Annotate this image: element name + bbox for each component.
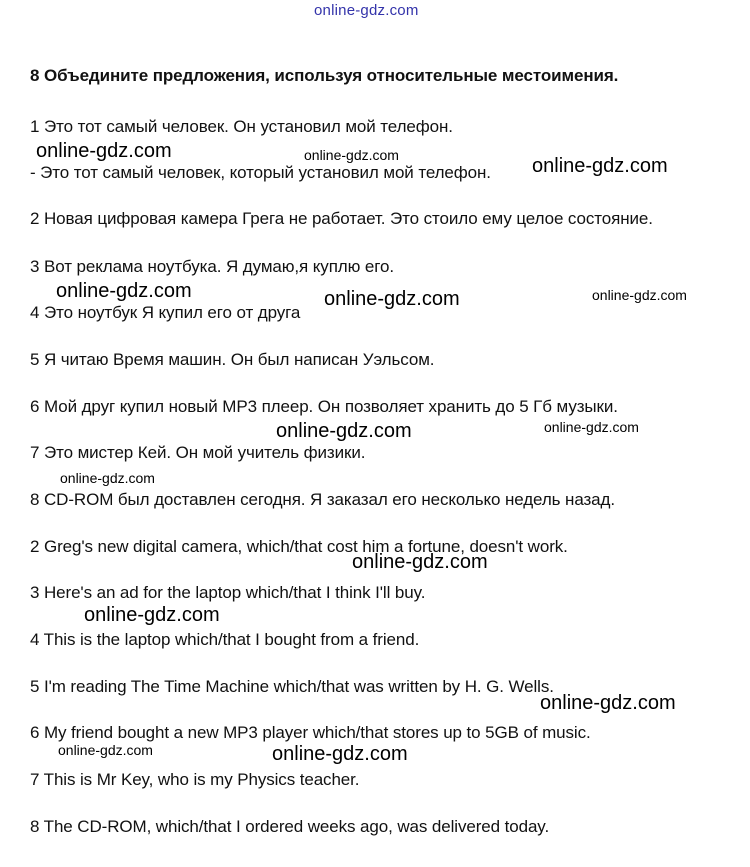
watermark: online-gdz.com: [276, 420, 412, 442]
watermark: online-gdz.com: [540, 692, 676, 714]
watermark: online-gdz.com: [352, 551, 488, 573]
watermark: online-gdz.com: [592, 287, 687, 303]
ru-sentence-8: 8 CD-ROM был доставлен сегодня. Я заказал его несколько недель назад.: [30, 490, 615, 509]
en-answer-4: 4 This is the laptop which/that I bought from a friend.: [30, 630, 420, 649]
ru-sentence-4: 4 Это ноутбук Я купил его от друга: [30, 303, 301, 322]
en-answer-7: 7 This is Mr Key, who is my Physics teacher.: [30, 770, 360, 789]
watermark: online-gdz.com: [84, 604, 220, 626]
ru-sentence-2: 2 Новая цифровая камера Грега не работает. Это стоило ему целое состояние.: [30, 209, 653, 228]
ru-sentence-3: 3 Вот реклама ноутбука. Я думаю,я куплю его.: [30, 257, 394, 276]
ru-sentence-6: 6 Мой друг купил новый MP3 плеер. Он позволяет хранить до 5 Гб музыки.: [30, 397, 618, 416]
watermark: online-gdz.com: [544, 419, 639, 435]
exercise-heading: 8 Объедините предложения, используя относительные местоимения.: [30, 66, 619, 85]
ru-sentence-5: 5 Я читаю Время машин. Он был написан Уэльсом.: [30, 350, 435, 369]
ru-sentence-7: 7 Это мистер Кей. Он мой учитель физики.: [30, 443, 366, 462]
watermark-top: online-gdz.com: [314, 2, 419, 19]
watermark: online-gdz.com: [272, 743, 408, 765]
ru-sentence-1-answer: - Это тот самый человек, который установил мой телефон.: [30, 163, 491, 182]
en-answer-6: 6 My friend bought a new MP3 player which/that stores up to 5GB of music.: [30, 723, 591, 742]
en-answer-3: 3 Here's an ad for the laptop which/that I think I'll buy.: [30, 583, 426, 602]
watermark: online-gdz.com: [532, 155, 668, 177]
en-answer-2: 2 Greg's new digital camera, which/that cost him a fortune, doesn't work.: [30, 537, 568, 556]
ru-sentence-1: 1 Это тот самый человек. Он установил мой телефон.: [30, 117, 453, 136]
watermark: online-gdz.com: [58, 742, 153, 758]
watermark: online-gdz.com: [324, 288, 460, 310]
watermark: online-gdz.com: [56, 280, 192, 302]
watermark: online-gdz.com: [36, 140, 172, 162]
watermark: online-gdz.com: [304, 147, 399, 163]
watermark: online-gdz.com: [60, 470, 155, 486]
en-answer-5: 5 I'm reading The Time Machine which/that was written by H. G. Wells.: [30, 677, 554, 696]
en-answer-8: 8 The CD-ROM, which/that I ordered weeks ago, was delivered today.: [30, 817, 550, 836]
